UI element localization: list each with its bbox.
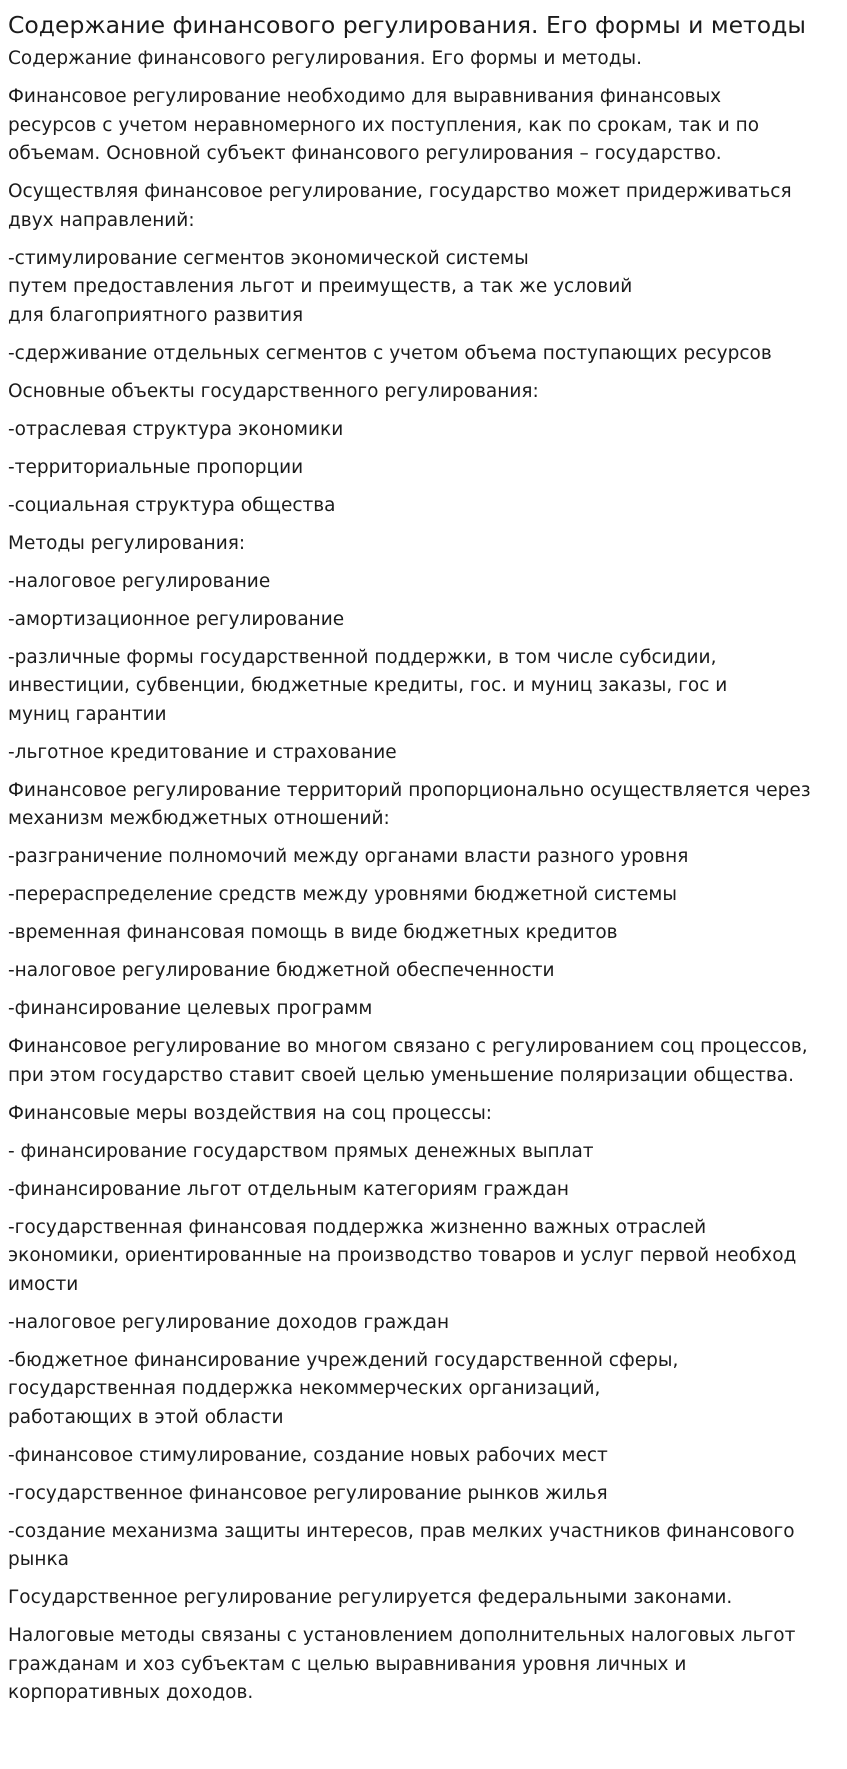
list-item: -налоговое регулирование доходов граждан [8, 1311, 450, 1333]
paragraph: Осуществляя финансовое регулирование, государство может придерживаться двух направлений: [8, 181, 792, 231]
paragraph: Финансовое регулирование территорий пропорционально осуществляется через механизм межбюджетных отношений: [8, 779, 811, 829]
list-item: -разграничение полномочий между органами власти разного уровня [8, 846, 689, 867]
list-item: -финансовое стимулирование, создание новых рабочих мест [8, 1444, 608, 1466]
list-item: -перераспределение средств между уровнями бюджетной системы [8, 884, 677, 905]
list-item: -налоговое регулирование бюджетной обеспеченности [8, 960, 555, 981]
paragraph: Методы регулирования: [8, 532, 246, 554]
list-item: -территориальные пропорции [8, 456, 304, 478]
list-item: -временная финансовая помощь в виде бюджетных кредитов [8, 922, 618, 943]
list-item: -отраслевая структура экономики [8, 418, 344, 440]
paragraph: Содержание финансового регулирования. Его формы и методы. [8, 48, 643, 69]
list-item: -льготное кредитование и страхование [8, 741, 397, 763]
list-item: -амортизационное регулирование [8, 608, 345, 630]
list-item: -государственное финансовое регулирование рынков жилья [8, 1482, 608, 1504]
paragraph: Налоговые методы связаны с установлением дополнительных налоговых льгот гражданам и хоз субъектам с целью выравнивания уровня личных и корпоративных доходов. [8, 1625, 796, 1703]
paragraph: Основные объекты государственного регулирования: [8, 380, 539, 402]
paragraph: Финансовое регулирование во многом связано с регулированием соц процессов, при этом государство ставит своей целью уменьшение поляризации общества. [8, 1036, 808, 1086]
list-item: -финансирование целевых программ [8, 998, 373, 1019]
paragraph: Государственное регулирование регулируется федеральными законами. [8, 1587, 733, 1608]
paragraph: Финансовые меры воздействия на соц процессы: [8, 1102, 493, 1124]
list-item: -стимулирование сегментов экономической системы путем предоставления льгот и преимуществ, а так же условий для благоприятного развития [8, 247, 633, 326]
list-item: -государственная финансовая поддержка жизненно важных отраслей экономики, ориентированные на производство товаров и услуг первой необход имости [8, 1216, 797, 1295]
list-item: -бюджетное финансирование учреждений государственной сферы, государственная поддержка некоммерческих организаций, работающих в этой области [8, 1349, 679, 1428]
list-item: -сдерживание отдельных сегментов с учетом объема поступающих ресурсов [8, 342, 772, 364]
list-item: -финансирование льгот отдельным категориям граждан [8, 1178, 570, 1200]
paragraph: Финансовое регулирование необходимо для выравнивания финансовых ресурсов с учетом неравномерного их поступления, как по срокам, так и по объемам. Основной субъект финансового регулирования – государство. [8, 86, 760, 164]
document-title: Содержание финансового регулирования. Его формы и методы [8, 11, 806, 39]
list-item: -различные формы государственной поддержки, в том числе субсидии, инвестиции, субвенции, бюджетные кредиты, гос. и муниц заказы, гос и муниц гарантии [8, 646, 728, 725]
list-item: -социальная структура общества [8, 494, 336, 516]
list-item: - финансирование государством прямых денежных выплат [8, 1140, 594, 1162]
list-item: -создание механизма защиты интересов, прав мелких участников финансового рынка [8, 1520, 795, 1570]
document-body [8, 45, 839, 1708]
list-item: -налоговое регулирование [8, 570, 271, 592]
